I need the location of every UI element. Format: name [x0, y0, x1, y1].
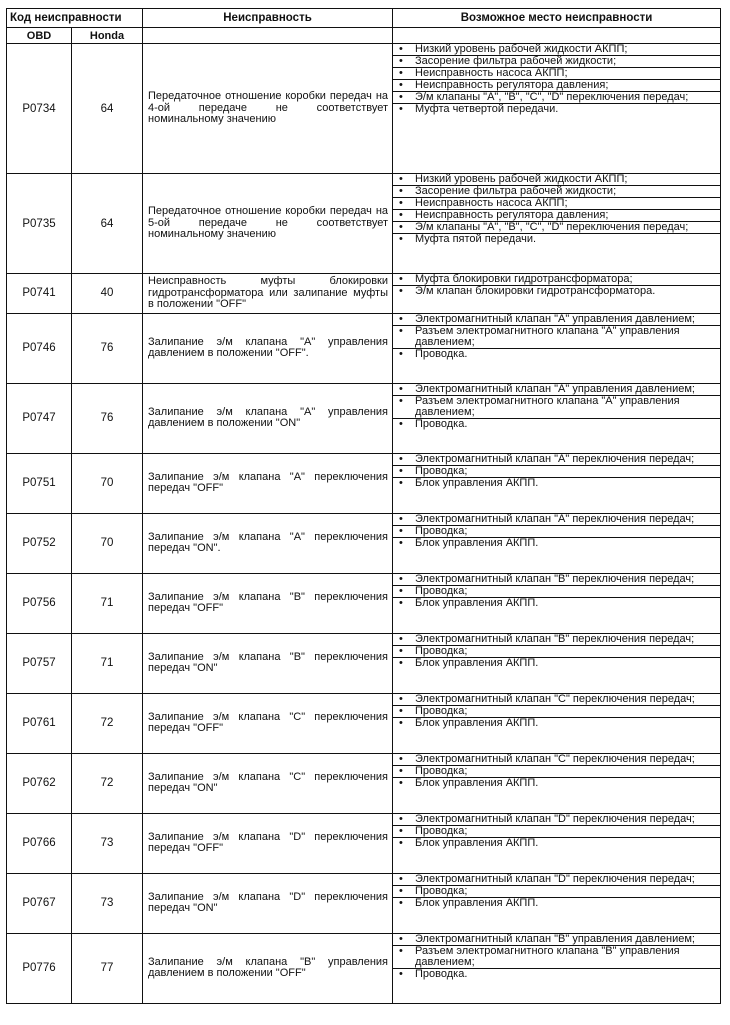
- fault-description: Залипание э/м клапана "D" переключения передач "OFF": [143, 813, 393, 873]
- possible-causes-list: [393, 814, 720, 849]
- possible-causes-list: [393, 874, 720, 909]
- cause-item: • Неисправность регулятора давления;: [393, 80, 720, 92]
- cause-item: • Блок управления АКПП.: [393, 778, 720, 789]
- fault-description: Передаточное отношение коробки передач на 5-ой передаче не соответствует номинальному значению: [143, 174, 393, 274]
- cause-item: • Блок управления АКПП.: [393, 538, 720, 549]
- honda-header: Honda: [72, 28, 143, 44]
- obd-code: P0762: [7, 753, 72, 813]
- possible-causes-list: [393, 754, 720, 789]
- fault-description: Залипание э/м клапана "С" переключения передач "ON": [143, 753, 393, 813]
- obd-code: P0747: [7, 383, 72, 453]
- table-row: [7, 693, 721, 753]
- obd-code: P0741: [7, 274, 72, 314]
- table-row: [7, 873, 721, 933]
- honda-code: 71: [72, 573, 143, 633]
- table-row: [7, 274, 721, 314]
- table-row: [7, 174, 721, 274]
- honda-code: 40: [72, 274, 143, 314]
- table-row: [7, 753, 721, 813]
- cause-item: • Неисправность насоса АКПП;: [393, 68, 720, 80]
- cause-item: • Проводка;: [393, 706, 720, 718]
- cause-item: • Блок управления АКПП.: [393, 598, 720, 609]
- possible-causes-list: [393, 574, 720, 609]
- obd-code: P0766: [7, 813, 72, 873]
- cause-item: • Проводка;: [393, 466, 720, 478]
- table-row: [7, 573, 721, 633]
- obd-code: P0751: [7, 453, 72, 513]
- cause-item: • Электромагнитный клапан "С" переключения передач;: [393, 754, 720, 766]
- obd-header: OBD: [7, 28, 72, 44]
- fault-description: Залипание э/м клапана "А" управления давлением в положении "OFF".: [143, 313, 393, 383]
- possible-causes-list: [393, 514, 720, 549]
- possible-causes-list: [393, 694, 720, 729]
- possible-causes-cell: [393, 573, 721, 633]
- obd-code: P0752: [7, 513, 72, 573]
- cause-item: • Электромагнитный клапан "В" переключения передач;: [393, 634, 720, 646]
- obd-code: P0756: [7, 573, 72, 633]
- cause-item: • Неисправность регулятора давления;: [393, 210, 720, 222]
- possible-causes-list: [393, 314, 720, 360]
- cause-item: • Блок управления АКПП.: [393, 898, 720, 909]
- fault-description: Неисправность муфты блокировки гидротрансформатора или залипание муфты в положении "OFF": [143, 274, 393, 314]
- cause-item: • Разъем электромагнитного клапана "А" управления давлением;: [393, 396, 720, 419]
- obd-code: P0735: [7, 174, 72, 274]
- possible-causes-cell: [393, 174, 721, 274]
- possible-causes-cell: [393, 693, 721, 753]
- cause-item: • Проводка;: [393, 886, 720, 898]
- possible-causes-list: [393, 634, 720, 669]
- fault-code-table: [6, 8, 721, 1004]
- cause-item: • Проводка;: [393, 826, 720, 838]
- cause-item: • Электромагнитный клапан "В" переключения передач;: [393, 574, 720, 586]
- cause-item: • Блок управления АКПП.: [393, 658, 720, 669]
- possible-causes-list: [393, 274, 720, 297]
- cause-item: • Проводка;: [393, 586, 720, 598]
- honda-code: 76: [72, 383, 143, 453]
- possible-causes-list: [393, 44, 720, 115]
- table-row: [7, 313, 721, 383]
- possible-causes-list: [393, 384, 720, 430]
- cause-item: • Электромагнитный клапан "D" переключения передач;: [393, 874, 720, 886]
- cause-item: • Электромагнитный клапан "D" переключения передач;: [393, 814, 720, 826]
- subheader-blank-cell: [143, 28, 393, 44]
- table-row: [7, 513, 721, 573]
- possible-causes-cell: [393, 383, 721, 453]
- possible-causes-cell: [393, 453, 721, 513]
- subheader-blank-cell: [393, 28, 721, 44]
- fault-header: Неисправность: [143, 9, 393, 28]
- cause-item: • Муфта блокировки гидротрансформатора;: [393, 274, 720, 286]
- fault-description: Залипание э/м клапана "А" переключения передач "OFF": [143, 453, 393, 513]
- cause-item: • Муфта пятой передачи.: [393, 234, 720, 245]
- cause-item: • Засорение фильтра рабочей жидкости;: [393, 56, 720, 68]
- fault-code-header: Код неисправности: [7, 9, 143, 28]
- possible-causes-cell: [393, 44, 721, 174]
- honda-code: 73: [72, 873, 143, 933]
- table-header-row: [7, 9, 721, 28]
- fault-code-table-page: [6, 8, 720, 1004]
- cause-item: • Э/м клапаны "А", "В", "С", "D" переключения передач;: [393, 92, 720, 104]
- table-subheader-row: [7, 28, 721, 44]
- cause-item: • Муфта четвертой передачи.: [393, 104, 720, 115]
- honda-code: 70: [72, 453, 143, 513]
- table-row: [7, 633, 721, 693]
- possible-causes-cell: [393, 933, 721, 1003]
- cause-item: • Э/м клапаны "А", "В", "С", "D" переключения передач;: [393, 222, 720, 234]
- cause-item: • Электромагнитный клапан "А" переключения передач;: [393, 454, 720, 466]
- possible-causes-cell: [393, 873, 721, 933]
- cause-item: • Неисправность насоса АКПП;: [393, 198, 720, 210]
- obd-code: P0746: [7, 313, 72, 383]
- fault-description: Залипание э/м клапана "А" переключения передач "ON".: [143, 513, 393, 573]
- honda-code: 77: [72, 933, 143, 1003]
- fault-description: Залипание э/м клапана "В" управления давлением в положении "OFF": [143, 933, 393, 1003]
- honda-code: 70: [72, 513, 143, 573]
- cause-item: • Проводка.: [393, 419, 720, 430]
- cause-item: • Проводка.: [393, 349, 720, 360]
- fault-description: Залипание э/м клапана "В" переключения передач "ON": [143, 633, 393, 693]
- fault-description: Залипание э/м клапана "В" переключения передач "OFF": [143, 573, 393, 633]
- cause-item: • Низкий уровень рабочей жидкости АКПП;: [393, 174, 720, 186]
- cause-item: • Электромагнитный клапан "А" переключения передач;: [393, 514, 720, 526]
- honda-code: 64: [72, 44, 143, 174]
- possible-causes-list: [393, 454, 720, 489]
- obd-code: P0757: [7, 633, 72, 693]
- cause-item: • Электромагнитный клапан "А" управления давлением;: [393, 314, 720, 326]
- table-row: [7, 813, 721, 873]
- table-body: [7, 44, 721, 1004]
- possible-causes-cell: [393, 633, 721, 693]
- cause-item: • Засорение фильтра рабочей жидкости;: [393, 186, 720, 198]
- obd-code: P0776: [7, 933, 72, 1003]
- honda-code: 72: [72, 693, 143, 753]
- possible-causes-cell: [393, 274, 721, 314]
- cause-item: • Электромагнитный клапан "С" переключения передач;: [393, 694, 720, 706]
- cause-item: • Блок управления АКПП.: [393, 718, 720, 729]
- honda-code: 64: [72, 174, 143, 274]
- cause-item: • Низкий уровень рабочей жидкости АКПП;: [393, 44, 720, 56]
- honda-code: 76: [72, 313, 143, 383]
- possible-causes-list: [393, 934, 720, 980]
- possible-causes-cell: [393, 313, 721, 383]
- obd-code: P0761: [7, 693, 72, 753]
- table-row: [7, 383, 721, 453]
- possible-causes-cell: [393, 513, 721, 573]
- honda-code: 72: [72, 753, 143, 813]
- possible-causes-cell: [393, 813, 721, 873]
- cause-item: • Блок управления АКПП.: [393, 838, 720, 849]
- possible-causes-cell: [393, 753, 721, 813]
- table-row: [7, 453, 721, 513]
- location-header: Возможное место неисправности: [393, 9, 721, 28]
- cause-item: • Проводка;: [393, 646, 720, 658]
- table-row: [7, 44, 721, 174]
- honda-code: 71: [72, 633, 143, 693]
- fault-description: Передаточное отношение коробки передач на 4-ой передаче не соответствует номинальному значению: [143, 44, 393, 174]
- cause-item: • Э/м клапан блокировки гидротрансформатора.: [393, 286, 720, 297]
- cause-item: • Электромагнитный клапан "В" управления давлением;: [393, 934, 720, 946]
- honda-code: 73: [72, 813, 143, 873]
- fault-description: Залипание э/м клапана "С" переключения передач "OFF": [143, 693, 393, 753]
- cause-item: • Проводка.: [393, 969, 720, 980]
- cause-item: • Разъем электромагнитного клапана "В" управления давлением;: [393, 946, 720, 969]
- fault-description: Залипание э/м клапана "А" управления давлением в положении "ON": [143, 383, 393, 453]
- obd-code: P0767: [7, 873, 72, 933]
- cause-item: • Разъем электромагнитного клапана "А" управления давлением;: [393, 326, 720, 349]
- table-row: [7, 933, 721, 1003]
- obd-code: P0734: [7, 44, 72, 174]
- cause-item: • Блок управления АКПП.: [393, 478, 720, 489]
- cause-item: • Проводка;: [393, 526, 720, 538]
- cause-item: • Проводка;: [393, 766, 720, 778]
- cause-item: • Электромагнитный клапан "А" управления давлением;: [393, 384, 720, 396]
- possible-causes-list: [393, 174, 720, 245]
- fault-description: Залипание э/м клапана "D" переключения передач "ON": [143, 873, 393, 933]
